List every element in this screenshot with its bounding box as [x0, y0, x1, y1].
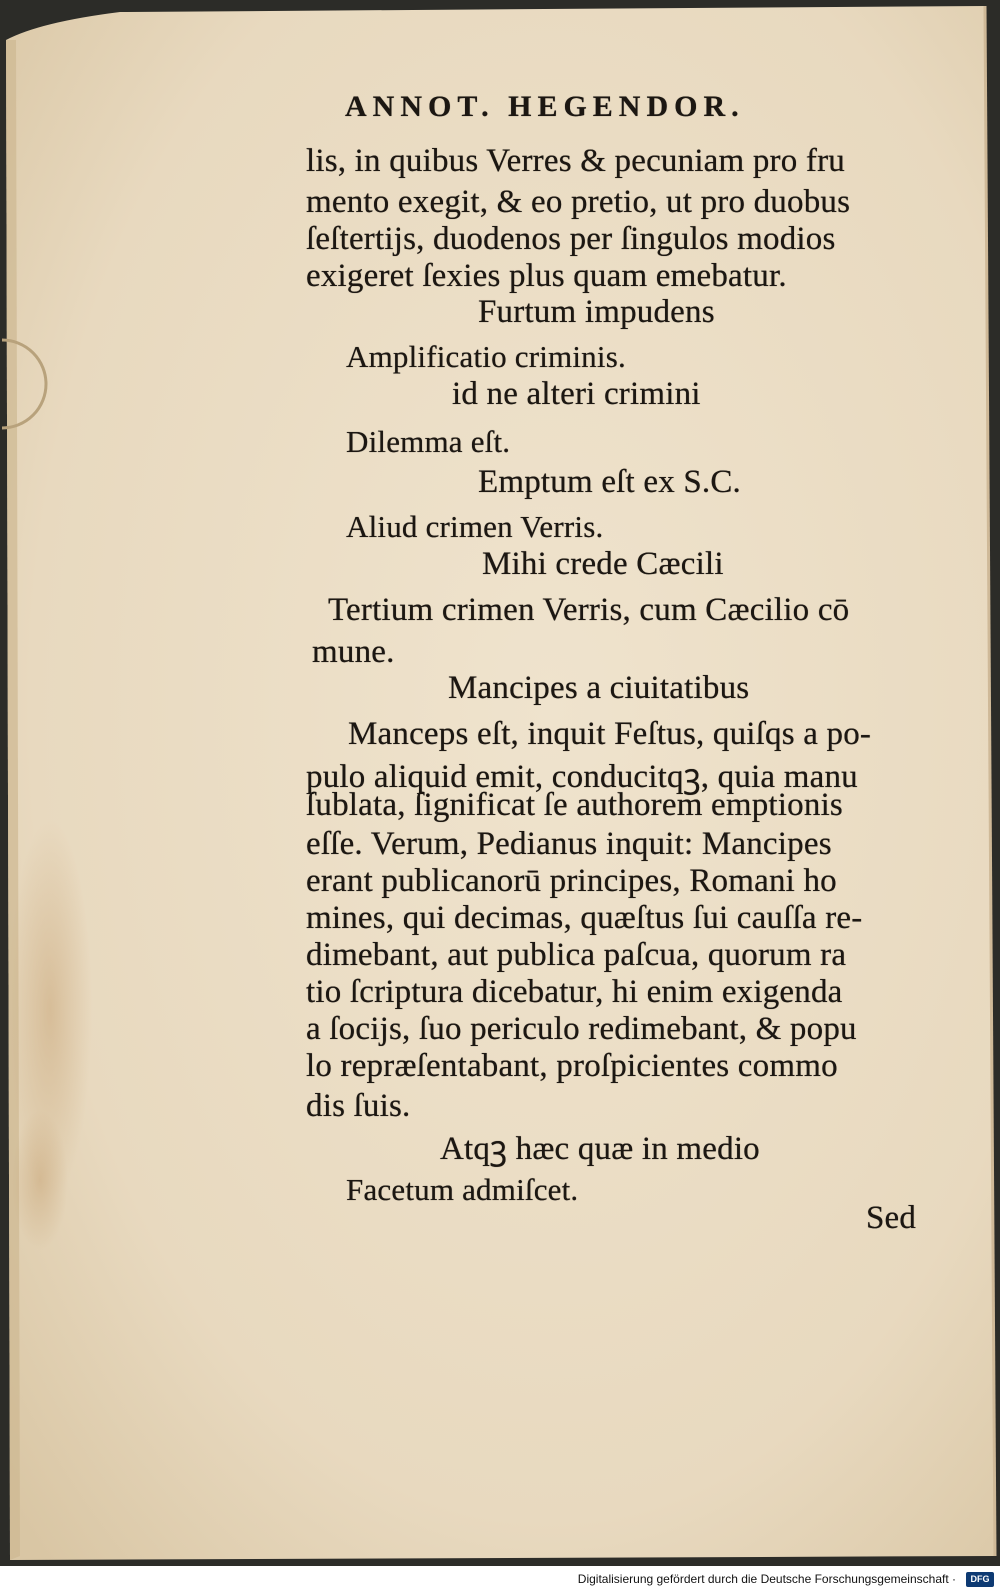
- text-line: Aliud crimen Verris.: [346, 509, 604, 544]
- text-line: Amplificatio criminis.: [346, 339, 626, 374]
- running-head: ANNOT. HEGENDOR.: [345, 90, 745, 123]
- lemma-heading: Furtum impudens: [478, 294, 715, 330]
- catchword: Sed: [866, 1200, 917, 1236]
- text-line: Manceps eſt, inquit Feſtus, quiſqs a po-: [348, 716, 872, 752]
- text-line: Dilemma eſt.: [346, 424, 511, 459]
- dfg-logo: DFG: [966, 1572, 994, 1587]
- lemma-heading: Atqꝫ hæc quæ in medio: [440, 1131, 760, 1167]
- text-line: mento exegit, & eo pretio, ut pro duobus: [306, 184, 851, 220]
- text-line: exigeret ſexies plus quam emebatur.: [306, 258, 787, 294]
- lemma-heading: id ne alteri crimini: [452, 376, 701, 412]
- text-line: eſſe. Verum, Pedianus inquit: Mancipes: [306, 826, 832, 862]
- lemma-heading: Mihi crede Cæcili: [482, 546, 724, 582]
- text-line: ſublata, ſignificat ſe authorem emptionis: [306, 787, 843, 823]
- text-line: Facetum admiſcet.: [346, 1172, 579, 1207]
- text-line: lis, in quibus Verres & pecuniam pro fru: [306, 143, 845, 179]
- text-line: dis ſuis.: [306, 1088, 411, 1124]
- text-line: mines, qui decimas, quæſtus ſui cauſſa re-: [306, 900, 863, 936]
- text-line: ſeſtertijs, duodenos per ſingulos modios: [306, 221, 836, 257]
- text-line: a ſocijs, ſuo periculo redimebant, & popu: [306, 1011, 857, 1047]
- text-line: erant publicanorū principes, Romani ho: [306, 863, 837, 899]
- text-line: Tertium crimen Verris, cum Cæcilio cō: [328, 592, 850, 628]
- text-line: tio ſcriptura dicebatur, hi enim exigenda: [306, 974, 843, 1010]
- text-line: lo repræſentabant, proſpicientes commo: [306, 1048, 838, 1084]
- lemma-heading: Mancipes a ciuitatibus: [448, 670, 750, 706]
- lemma-heading: Emptum eſt ex S.C.: [478, 464, 742, 500]
- footer-credit: Digitalisierung gefördert durch die Deutsche Forschungsgemeinschaft ·: [577, 1572, 956, 1586]
- footer-bar: [0, 1566, 1000, 1594]
- text-line: pulo aliquid emit, conducitqꝫ, quia manu: [306, 759, 858, 795]
- text-line: mune.: [312, 634, 395, 670]
- text-line: dimebant, aut publica paſcua, quorum ra: [306, 937, 847, 973]
